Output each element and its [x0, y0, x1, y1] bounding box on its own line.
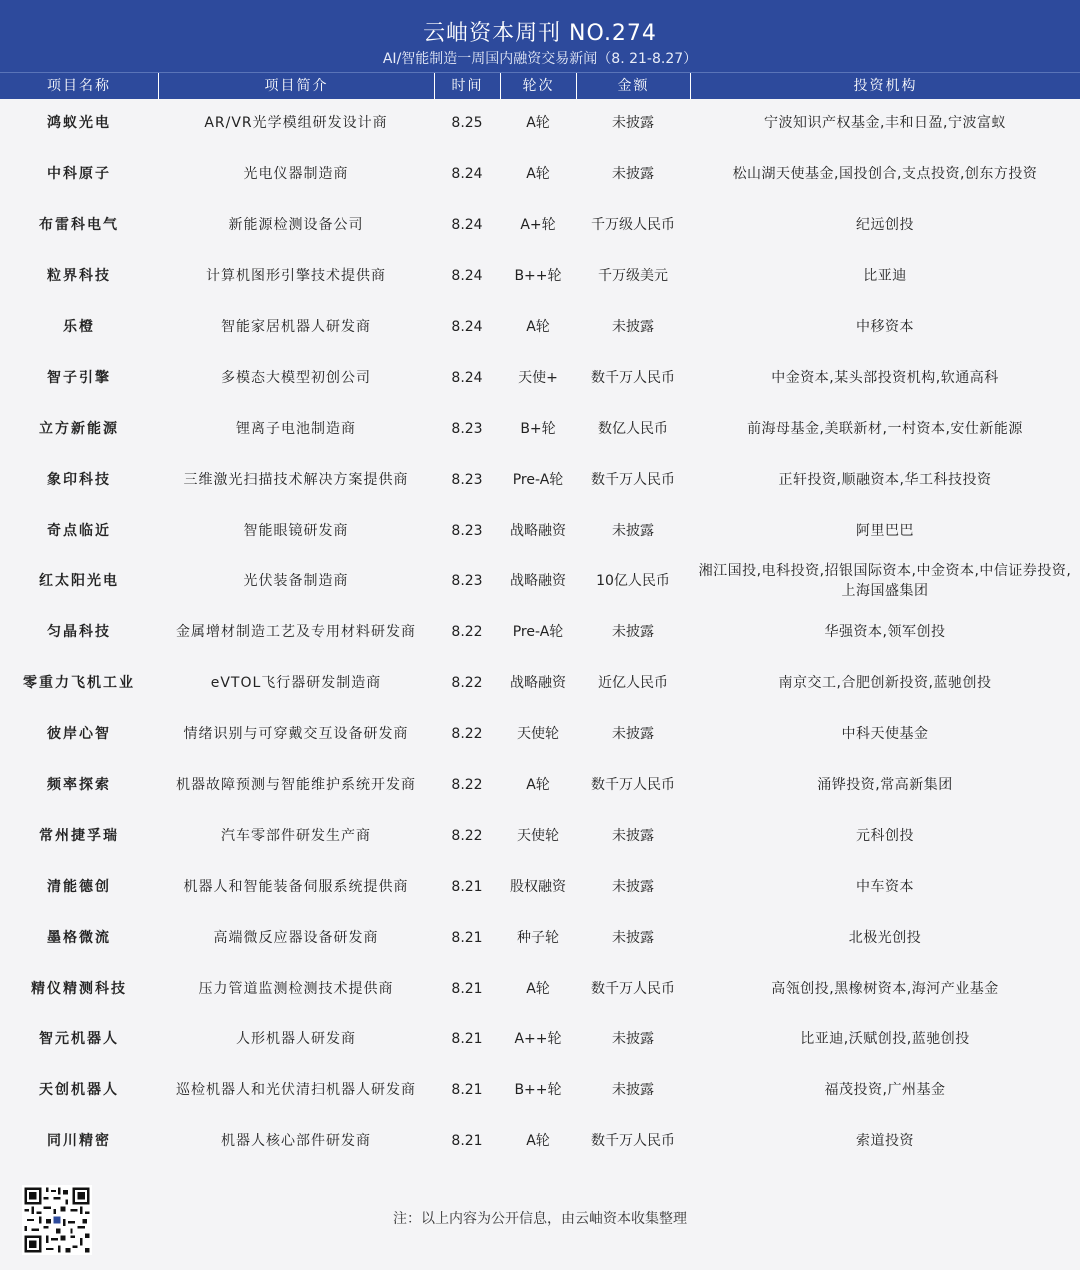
company-description: eVTOL飞行器研发制造商	[210, 675, 382, 692]
company-name: 清能德创	[47, 878, 111, 895]
report-title: 云岫资本周刊 NO.274	[423, 21, 657, 46]
table-row	[0, 658, 1080, 709]
investor-list: 福茂投资,广州基金	[824, 1082, 946, 1099]
company-name: 鸿蚁光电	[47, 115, 111, 132]
table-row	[0, 149, 1080, 200]
table-row	[0, 302, 1080, 353]
deal-date: 8.24	[451, 268, 483, 285]
report-banner	[0, 0, 1080, 72]
company-description: 高端微反应器设备研发商	[213, 929, 379, 946]
funding-round: 种子轮	[517, 929, 559, 946]
table-row	[0, 98, 1080, 149]
funding-round: 战略融资	[510, 573, 566, 590]
investor-list: 比亚迪,沃赋创投,蓝驰创投	[800, 1031, 970, 1048]
funding-amount: 未披露	[612, 166, 654, 183]
deal-date: 8.23	[451, 573, 483, 590]
deal-date: 8.24	[451, 319, 483, 335]
company-name: 智元机器人	[39, 1031, 119, 1048]
deal-date: 8.24	[451, 217, 483, 234]
funding-amount: 数千万人民币	[591, 777, 675, 794]
company-name: 墨格微流	[47, 929, 111, 946]
company-name: 粒界科技	[47, 268, 111, 285]
company-description: 压力管道监测检测技术提供商	[198, 980, 394, 997]
table-row	[0, 861, 1080, 912]
company-name: 象印科技	[47, 471, 111, 488]
company-description: 新能源检测设备公司	[228, 217, 364, 234]
funding-amount: 近亿人民币	[598, 675, 668, 692]
funding-amount: 数千万人民币	[591, 980, 675, 997]
funding-round: 天使轮	[517, 726, 559, 743]
column-header-description: 项目简介	[158, 73, 434, 99]
investor-list: 南京交工,合肥创新投资,蓝驰创投	[778, 675, 992, 692]
table-row	[0, 1116, 1080, 1167]
funding-amount: 未披露	[612, 878, 654, 895]
investor-list: 高瓴创投,黑橡树资本,海河产业基金	[771, 980, 999, 997]
investor-list: 索道投资	[856, 1133, 914, 1150]
investor-list: 元科创投	[856, 827, 914, 844]
column-header-name: 项目名称	[47, 78, 111, 94]
company-description: 人形机器人研发商	[236, 1031, 356, 1048]
table-row	[0, 709, 1080, 760]
funding-amount: 千万级人民币	[591, 217, 675, 234]
deal-date: 8.24	[451, 369, 483, 386]
investor-list: 宁波知识产权基金,丰和日盈,宁波富蚁	[764, 115, 1006, 132]
company-description: 锂离子电池制造商	[236, 420, 356, 437]
company-name: 同川精密	[47, 1133, 111, 1150]
deal-date: 8.22	[451, 675, 483, 692]
deal-date: 8.23	[451, 420, 483, 437]
company-description: 计算机图形引擎技术提供商	[206, 268, 386, 285]
investor-list: 纪远创投	[856, 217, 914, 234]
table-row	[0, 963, 1080, 1014]
deal-date: 8.21	[451, 1133, 483, 1150]
company-name: 乐橙	[63, 319, 95, 335]
deal-date: 8.21	[451, 980, 483, 997]
table-row	[0, 912, 1080, 963]
funding-round: A轮	[526, 319, 550, 335]
company-name: 红太阳光电	[39, 573, 119, 590]
company-description: 多模态大模型初创公司	[221, 369, 371, 386]
investor-list: 中移资本	[856, 319, 914, 335]
company-name: 奇点临近	[47, 522, 111, 539]
table-row	[0, 760, 1080, 811]
funding-amount: 未披露	[612, 522, 654, 539]
company-description: 光伏装备制造商	[243, 573, 349, 590]
funding-round: 天使轮	[517, 827, 559, 844]
company-description: 巡检机器人和光伏清扫机器人研发商	[176, 1082, 416, 1099]
deal-date: 8.22	[451, 624, 483, 641]
company-description: 汽车零部件研发生产商	[221, 827, 371, 844]
investor-list: 中金资本,某头部投资机构,软通高科	[771, 369, 999, 386]
investor-list: 北极光创投	[848, 929, 922, 946]
report-subtitle: AI/智能制造一周国内融资交易新闻（8. 21-8.27）	[382, 51, 698, 67]
funding-round: B++轮	[514, 268, 562, 285]
column-header-date: 时间	[434, 73, 500, 99]
funding-round: 股权融资	[510, 878, 566, 895]
investor-list: 华强资本,领军创投	[824, 624, 946, 641]
company-description: 智能家居机器人研发商	[221, 319, 371, 335]
funding-round: A轮	[526, 115, 550, 132]
deal-date: 8.22	[451, 777, 483, 794]
funding-round: 战略融资	[510, 522, 566, 539]
deal-date: 8.23	[451, 522, 483, 539]
deal-date: 8.25	[451, 115, 483, 132]
deal-date: 8.21	[451, 929, 483, 946]
investor-list: 涌铧投资,常高新集团	[817, 777, 953, 794]
funding-amount: 未披露	[612, 319, 654, 335]
investor-list: 正轩投资,顺融资本,华工科技投资	[778, 471, 992, 488]
table-row	[0, 454, 1080, 505]
column-header-round: 轮次	[500, 73, 576, 99]
company-description: 光电仪器制造商	[243, 166, 349, 183]
funding-amount: 数千万人民币	[591, 369, 675, 386]
company-description: 机器故障预测与智能维护系统开发商	[176, 777, 416, 794]
investor-list: 前海母基金,美联新材,一村资本,安仕新能源	[747, 420, 1023, 437]
footer-note: 注：以上内容为公开信息，由云岫资本收集整理	[393, 1211, 687, 1227]
investor-list: 阿里巴巴	[856, 522, 914, 539]
funding-round: A++轮	[514, 1031, 562, 1048]
company-description: 机器人核心部件研发商	[221, 1133, 371, 1150]
table-row	[0, 352, 1080, 403]
funding-amount: 未披露	[612, 1031, 654, 1048]
investor-list: 中科天使基金	[841, 726, 929, 743]
table-row	[0, 403, 1080, 454]
deal-date: 8.22	[451, 726, 483, 743]
table-header	[0, 72, 1080, 99]
company-name: 常州捷孚瑞	[39, 827, 119, 844]
deal-date: 8.21	[451, 1082, 483, 1099]
funding-round: A+轮	[520, 217, 556, 234]
company-description: 三维激光扫描技术解决方案提供商	[183, 471, 409, 488]
funding-round: A轮	[526, 980, 550, 997]
funding-round: A轮	[526, 777, 550, 794]
company-description: 情绪识别与可穿戴交互设备研发商	[183, 726, 409, 743]
company-name: 彼岸心智	[47, 726, 111, 743]
company-description: 智能眼镜研发商	[243, 522, 349, 539]
column-header-amount: 金额	[576, 73, 690, 99]
investor-list: 松山湖天使基金,国投创合,支点投资,创东方投资	[732, 166, 1038, 183]
table-row	[0, 810, 1080, 861]
investor-list: 中车资本	[856, 878, 914, 895]
deal-date: 8.21	[451, 878, 483, 895]
funding-round: B+轮	[520, 420, 556, 437]
table-row	[0, 1065, 1080, 1116]
funding-round: Pre-A轮	[512, 624, 564, 641]
company-name: 零重力飞机工业	[23, 675, 135, 692]
table-row	[0, 556, 1080, 607]
funding-round: 战略融资	[510, 675, 566, 692]
funding-amount: 数千万人民币	[591, 471, 675, 488]
funding-round: A轮	[526, 1133, 550, 1150]
table-row	[0, 1014, 1080, 1065]
company-name: 立方新能源	[39, 420, 119, 437]
table-row	[0, 505, 1080, 556]
table-row	[0, 251, 1080, 302]
company-name: 中科原子	[47, 166, 111, 183]
table-row	[0, 200, 1080, 251]
funding-round: A轮	[526, 166, 550, 183]
deal-date: 8.24	[451, 166, 483, 183]
company-description: 机器人和智能装备伺服系统提供商	[183, 878, 409, 895]
deal-date: 8.21	[451, 1031, 483, 1048]
funding-amount: 未披露	[612, 827, 654, 844]
company-description: 金属增材制造工艺及专用材料研发商	[176, 624, 416, 641]
deal-date: 8.22	[451, 827, 483, 844]
funding-round: B++轮	[514, 1082, 562, 1099]
funding-amount: 未披露	[612, 115, 654, 132]
company-name: 精仪精测科技	[31, 980, 127, 997]
funding-amount: 10亿人民币	[596, 573, 670, 590]
company-name: 频率探索	[47, 777, 111, 794]
funding-amount: 未披露	[612, 624, 654, 641]
funding-round: 天使+	[518, 369, 558, 386]
investor-list: 比亚迪	[863, 268, 907, 285]
deal-table	[0, 98, 1080, 1167]
company-name: 匀晶科技	[47, 624, 111, 641]
funding-amount: 未披露	[612, 1082, 654, 1099]
company-name: 布雷科电气	[39, 217, 119, 234]
funding-amount: 未披露	[612, 929, 654, 946]
funding-amount: 数亿人民币	[598, 420, 668, 437]
funding-amount: 数千万人民币	[591, 1133, 675, 1150]
company-name: 天创机器人	[39, 1082, 119, 1099]
investor-list: 湘江国投,电科投资,招银国际资本,中金资本,中信证券投资,上海国盛集团	[698, 563, 1072, 600]
funding-round: Pre-A轮	[512, 471, 564, 488]
company-description: AR/VR光学模组研发设计商	[204, 115, 388, 132]
column-header-investors: 投资机构	[690, 73, 1080, 99]
deal-date: 8.23	[451, 471, 483, 488]
table-row	[0, 607, 1080, 658]
funding-amount: 千万级美元	[598, 268, 668, 285]
funding-amount: 未披露	[612, 726, 654, 743]
company-name: 智子引擎	[47, 369, 111, 386]
